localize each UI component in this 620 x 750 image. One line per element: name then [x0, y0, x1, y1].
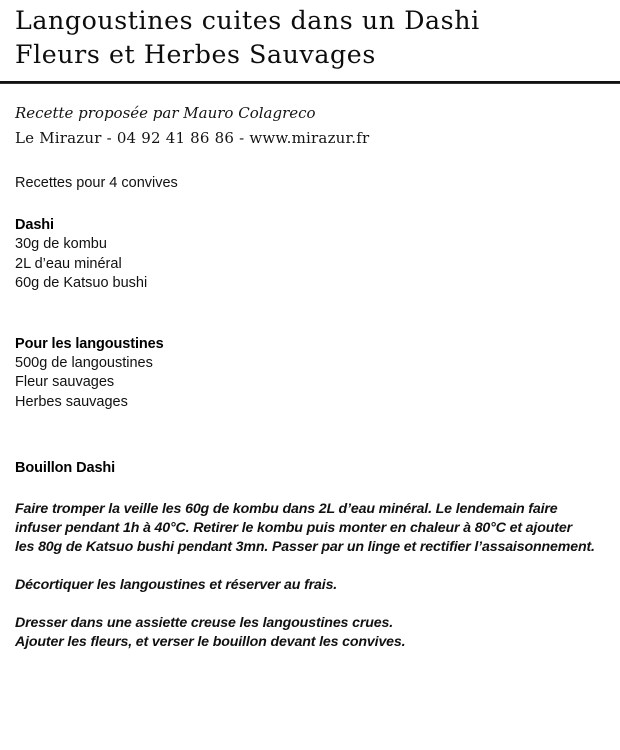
paragraph-line: Ajouter les fleurs, et verser le bouillon devant les convives.	[15, 634, 406, 650]
list-item: 60g de Katsuo bushi	[15, 275, 148, 291]
header-divider	[0, 81, 620, 84]
section-heading-dashi: Dashi	[15, 217, 54, 233]
list-item: Herbes sauvages	[15, 393, 128, 410]
instruction-paragraphs	[15, 500, 605, 652]
paragraph-decortiquer	[15, 576, 605, 595]
page-title	[15, 0, 605, 72]
ingredient-list-langoustines	[15, 354, 605, 413]
list-item: 500g de langoustines	[15, 354, 153, 371]
ingredient-list-dashi	[15, 235, 605, 294]
section-langoustines	[15, 334, 605, 413]
paragraph-line: Dresser dans une assiette creuse les langoustines crues.	[15, 615, 393, 631]
paragraph-line: les 80g de Katsuo bushi pendant 3mn. Passer par un linge et rectifier l’assaisonnement.	[15, 539, 595, 555]
section-dashi	[15, 215, 605, 294]
section-preparation	[15, 458, 605, 652]
servings-note: Recettes pour 4 convives	[15, 175, 178, 191]
list-item: Fleur sauvages	[15, 374, 115, 390]
attribution-author: Recette proposée par Mauro Colagreco	[15, 104, 316, 122]
attribution-restaurant: Le Mirazur - 04 92 41 86 86 - www.mirazur.fr	[15, 129, 370, 147]
paragraph-line: infuser pendant 1h à 40°C. Retirer le kombu puis monter en chaleur à 80°C et ajouter	[15, 520, 572, 536]
paragraph-line: Faire tromper la veille les 60g de kombu dans 2L d’eau minéral. Le lendemain faire	[15, 501, 558, 517]
section-heading-bouillon-dashi: Bouillon Dashi	[15, 460, 116, 476]
paragraph-bouillon-method	[15, 500, 615, 557]
attribution	[15, 101, 605, 151]
paragraph-dressage	[15, 614, 605, 652]
paragraph-line: Décortiquer les langoustines et réserver au frais.	[15, 577, 338, 593]
title-line-1: Langoustines cuites dans un Dashi	[15, 6, 480, 36]
list-item: 30g de kombu	[15, 236, 107, 252]
list-item: 2L d’eau minéral	[15, 255, 122, 272]
section-heading-langoustines: Pour les langoustines	[15, 335, 164, 352]
title-line-2: Fleurs et Herbes Sauvages	[15, 40, 376, 70]
